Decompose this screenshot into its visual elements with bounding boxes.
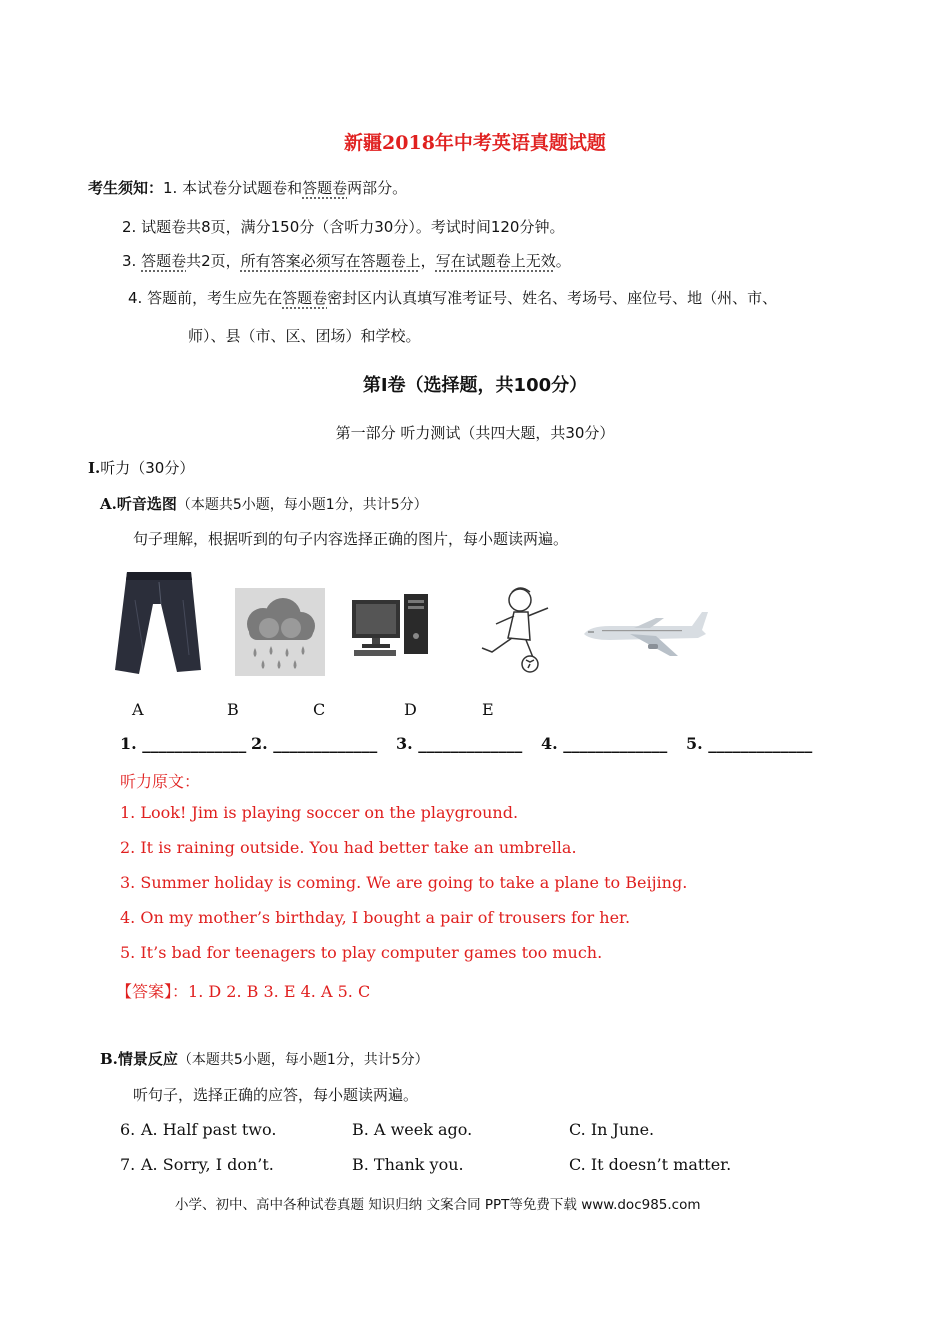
option-c[interactable]: C. In June. bbox=[569, 1120, 655, 1139]
script-line: 3. Summer holiday is coming. We are going to take a plane to Beijing. bbox=[120, 873, 688, 892]
notice-line-4 bbox=[128, 287, 777, 308]
option-b[interactable]: B. A week ago. bbox=[352, 1120, 473, 1139]
notice-emphasis: 写在试题卷上无效 bbox=[435, 252, 556, 270]
notice-text: ， bbox=[420, 252, 436, 270]
notice-line-1 bbox=[88, 177, 407, 198]
picture-letter: E bbox=[482, 700, 494, 719]
section-b-instruction: 听句子，选择正确的应答，每小题读两遍。 bbox=[133, 1086, 419, 1104]
script-line: 1. Look! Jim is playing soccer on the playground. bbox=[120, 803, 519, 822]
notice-text: 3. bbox=[122, 252, 142, 270]
option-c[interactable]: C. It doesn’t matter. bbox=[569, 1155, 732, 1174]
section-note: （本题共5小题，每小题1分，共计5分） bbox=[177, 1052, 429, 1068]
option-a[interactable]: A. Sorry, I don’t. bbox=[141, 1155, 274, 1174]
question-number: 6. bbox=[120, 1120, 136, 1139]
option-b[interactable]: B. Thank you. bbox=[352, 1155, 464, 1174]
answer-blank-3[interactable]: 3. _____________ bbox=[396, 734, 523, 753]
section-a-heading bbox=[100, 493, 428, 514]
answer-key bbox=[116, 979, 370, 1002]
notice-line-2: 2. 试题卷共8页，满分150分（含听力30分）。考试时间120分钟。 bbox=[122, 218, 565, 236]
notice-emphasis: 所有答案必须写在答题卷上 bbox=[240, 252, 421, 270]
notice-text: 共2页， bbox=[186, 252, 241, 270]
notice-label: 考生须知： bbox=[88, 179, 164, 197]
notice-text: 密封区内认真填写准考证号、姓名、考场号、座位号、地（州、市、 bbox=[327, 289, 778, 307]
picture-letter: C bbox=[313, 700, 326, 719]
airplane-image bbox=[580, 604, 708, 666]
answer-blank-5[interactable]: 5. _____________ bbox=[686, 734, 813, 753]
script-line: 5. It’s bad for teenagers to play computer games too much. bbox=[120, 943, 603, 962]
option-a[interactable]: A. Half past two. bbox=[141, 1120, 277, 1139]
picture-letter: A bbox=[132, 700, 144, 719]
section-title: 听力（30分） bbox=[100, 459, 195, 477]
notice-text: 4. 答题前，考生应先在 bbox=[128, 289, 283, 307]
answer-label: 【答案】： bbox=[116, 982, 189, 1001]
answer-blank-1[interactable]: 1. _____________ bbox=[120, 734, 247, 753]
section-heading bbox=[88, 457, 194, 478]
picture-letter: D bbox=[404, 700, 417, 719]
volume-title: 第Ⅰ卷（选择题，共100分） bbox=[362, 375, 588, 396]
section-note: （本题共5小题，每小题1分，共计5分） bbox=[176, 497, 428, 513]
notice-text: 1. 本试卷分试题卷和 bbox=[163, 179, 303, 197]
answer-blank-2[interactable]: 2. _____________ bbox=[251, 734, 378, 753]
notice-emphasis: 答题卷 bbox=[302, 179, 348, 197]
section-label: B. bbox=[100, 1050, 118, 1068]
section-a-instruction: 句子理解，根据听到的句子内容选择正确的图片，每小题读两遍。 bbox=[133, 530, 569, 548]
computer-image bbox=[350, 590, 432, 660]
section-title: 听音选图 bbox=[116, 495, 177, 513]
script-line: 4. On my mother’s birthday, I bought a pair of trousers for her. bbox=[120, 908, 631, 927]
question-number: 7. bbox=[120, 1155, 136, 1174]
script-label: 听力原文： bbox=[120, 772, 201, 791]
part-title: 第一部分 听力测试（共四大题，共30分） bbox=[335, 424, 615, 442]
notice-emphasis: 答题卷 bbox=[141, 252, 187, 270]
notice-text: 两部分。 bbox=[347, 179, 408, 197]
answer-values: 1. D 2. B 3. E 4. A 5. C bbox=[188, 982, 371, 1001]
notice-line-4b: 师）、县（市、区、团场）和学校。 bbox=[188, 327, 421, 345]
notice-line-3 bbox=[122, 250, 571, 271]
section-b-heading bbox=[100, 1048, 429, 1069]
boy-soccer-image bbox=[478, 582, 568, 676]
section-label: A. bbox=[100, 495, 117, 513]
page-footer: 小学、初中、高中各种试卷真题 知识归纳 文案合同 PPT等免费下载 www.doc985.com bbox=[175, 1197, 701, 1213]
trousers-image bbox=[113, 570, 205, 676]
script-line: 2. It is raining outside. You had better take an umbrella. bbox=[120, 838, 577, 857]
picture-letter: B bbox=[227, 700, 239, 719]
rain-cloud-image bbox=[235, 588, 325, 676]
section-title: 情景反应 bbox=[117, 1050, 178, 1068]
page-title: 新疆2018年中考英语真题试题 bbox=[344, 132, 606, 154]
section-label: I. bbox=[88, 459, 101, 477]
notice-text: 。 bbox=[555, 252, 571, 270]
notice-emphasis: 答题卷 bbox=[282, 289, 328, 307]
answer-blank-4[interactable]: 4. _____________ bbox=[541, 734, 668, 753]
